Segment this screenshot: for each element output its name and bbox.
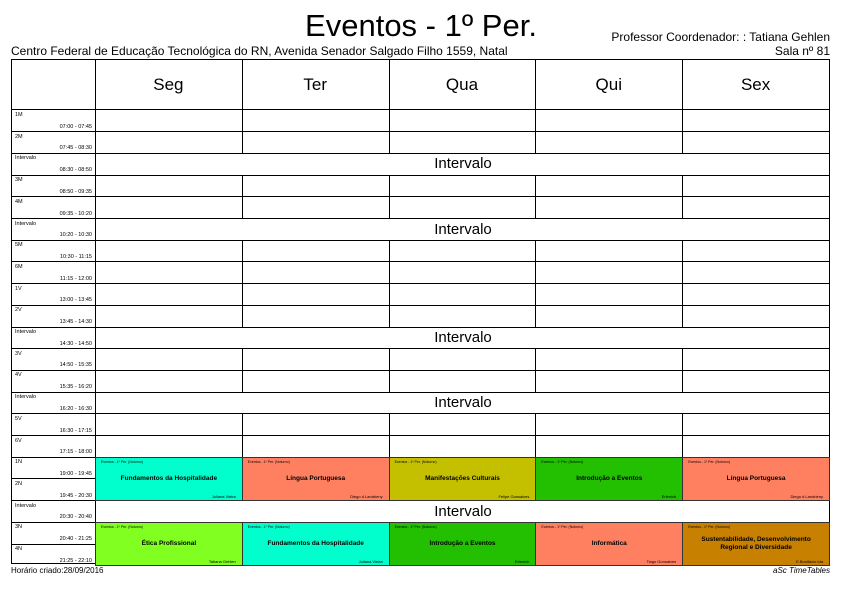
lesson-group: Eventos - 1º Per. (Noturno) [394, 525, 437, 530]
cell-divider [535, 349, 536, 371]
period-label: 3N [15, 524, 23, 531]
period-time: 19:45 - 20:30 [59, 492, 92, 499]
timetable-grid [11, 59, 830, 564]
period-label: 2N [15, 480, 23, 487]
period-label: Intervalo [15, 329, 37, 335]
cell-divider [242, 349, 243, 371]
row-divider [12, 283, 829, 284]
day-header-ter: Ter [303, 74, 327, 94]
period-label: 1M [15, 112, 23, 118]
cell-divider [242, 175, 243, 197]
cell-divider [389, 132, 390, 154]
row-divider [12, 370, 829, 371]
cell-divider [535, 305, 536, 327]
lesson-card[interactable] [535, 457, 683, 500]
lesson-card[interactable] [242, 457, 390, 500]
lesson-teacher: Erlenich [661, 493, 677, 499]
period-time: 13:45 - 14:30 [59, 319, 92, 325]
period-label: Intervalo [15, 394, 37, 401]
cell-divider [535, 240, 536, 262]
lesson-subject: Informática [591, 539, 627, 547]
period-time: 20:40 - 21:25 [59, 536, 92, 542]
lesson-card[interactable] [389, 522, 537, 565]
cell-divider [389, 110, 390, 132]
cell-divider [682, 370, 683, 392]
cell-divider [535, 436, 536, 458]
cell-divider [535, 414, 536, 436]
period-label: 4M [15, 198, 23, 205]
cell-divider [535, 110, 536, 132]
lesson-card[interactable] [95, 457, 243, 500]
period-label: 3V [15, 350, 22, 357]
period-label: 6M [15, 263, 23, 270]
cell-divider [682, 197, 683, 219]
period-time: 07:00 - 07:45 [59, 123, 92, 130]
lesson-subject: Fundamentos da Hospitalidade [267, 539, 364, 547]
lesson-teacher: Tatiana Gehlen [208, 558, 236, 564]
lesson-subject: Introdução a Eventos [429, 539, 496, 547]
row-divider [12, 348, 829, 349]
row-divider [12, 413, 829, 414]
cell-divider [682, 262, 683, 284]
period-time: 15:35 - 16:20 [59, 384, 92, 391]
column-divider [389, 60, 390, 109]
cell-divider [389, 305, 390, 327]
row-divider [12, 131, 829, 132]
period-label: 1V [15, 285, 22, 292]
lesson-group: Eventos - 1º Per. (Noturno) [247, 460, 290, 465]
period-label: 2M [15, 133, 23, 140]
break-label: Intervalo [434, 502, 492, 520]
period-time: 17:15 - 18:00 [59, 449, 92, 456]
cell-divider [682, 284, 683, 306]
cell-divider [242, 370, 243, 392]
header-divider [12, 109, 829, 110]
period-label: Intervalo [15, 502, 37, 509]
break-label: Intervalo [434, 220, 492, 238]
period-time: 13:00 - 13:45 [59, 297, 92, 304]
break-label: Intervalo [434, 155, 492, 173]
lesson-subject: Introdução a Eventos [576, 474, 643, 482]
period-time: 07:45 - 08:30 [59, 145, 92, 152]
period-label: Intervalo [15, 220, 37, 227]
column-divider [535, 60, 536, 109]
cell-divider [389, 197, 390, 219]
cell-divider [535, 175, 536, 197]
period-label: 6V [15, 437, 22, 444]
day-header-seg: Seg [153, 74, 184, 94]
column-divider [242, 60, 243, 109]
period-label: 3M [15, 177, 23, 184]
coordinator-label: Professor Coordenador: : Tatiana Gehlen [611, 30, 830, 44]
lesson-subject: Manifestações Culturais [425, 474, 500, 482]
period-time: 14:50 - 15:35 [59, 362, 92, 369]
cell-divider [682, 349, 683, 371]
cell-divider [242, 110, 243, 132]
period-time: 21:25 - 22:10 [59, 557, 92, 564]
cell-divider [389, 284, 390, 306]
period-time: 09:35 - 10:20 [59, 210, 92, 217]
cell-divider [389, 349, 390, 371]
row-divider [12, 305, 829, 306]
period-time: 11:15 - 12:00 [59, 275, 92, 282]
cell-divider [535, 370, 536, 392]
lesson-group: Eventos - 1º Per. (Noturno) [101, 525, 143, 530]
lesson-teacher: Diego d Landrieny [350, 493, 383, 499]
lesson-subject: Ética Profissional [141, 539, 197, 547]
lesson-teacher: Juliana Vieira [211, 493, 236, 499]
period-time: 16:30 - 17:15 [59, 427, 92, 434]
page-title: Eventos - 1º Per. [305, 8, 537, 43]
lesson-group: Eventos - 1º Per. (Noturno) [101, 460, 143, 465]
lesson-subject: Sustentabilidade, Desenvolvimento Regional e Diversidade [701, 535, 811, 551]
period-time: 16:20 - 16:30 [59, 405, 92, 412]
cell-divider [682, 414, 683, 436]
cell-divider [682, 132, 683, 154]
cell-divider [682, 110, 683, 132]
cell-divider [242, 305, 243, 327]
lesson-group: Eventos - 1º Per. (Noturno) [541, 460, 584, 465]
cell-divider [389, 370, 390, 392]
period-time: 19:00 - 19:45 [59, 470, 92, 477]
lesson-card[interactable] [682, 457, 830, 500]
lesson-group: Eventos - 1º Per. (Noturno) [247, 525, 290, 530]
period-label: 5M [15, 242, 23, 249]
row-divider [12, 240, 829, 241]
period-time: 14:30 - 14:50 [59, 340, 92, 347]
cell-divider [242, 262, 243, 284]
cell-divider [242, 240, 243, 262]
cell-divider [682, 436, 683, 458]
cell-divider [535, 197, 536, 219]
row-divider [12, 175, 829, 176]
lesson-teacher: E.Bonifácio Ida [796, 558, 823, 564]
lesson-card[interactable] [242, 522, 390, 565]
cell-divider [682, 240, 683, 262]
lesson-group: Eventos - 1º Per. (Noturno) [688, 525, 731, 530]
lesson-group: Eventos - 1º Per. (Noturno) [541, 525, 584, 530]
lesson-subject: Língua Portuguesa [286, 474, 346, 482]
period-label: 2V [15, 307, 22, 314]
cell-divider [535, 132, 536, 154]
cell-divider [389, 240, 390, 262]
row-divider [12, 435, 829, 436]
lesson-subject: Fundamentos da Hospitalidade [120, 474, 218, 482]
period-label: 5V [15, 415, 22, 422]
cell-divider [242, 414, 243, 436]
cell-divider [242, 436, 243, 458]
lesson-teacher: Felipe Gonsalves [498, 493, 530, 499]
cell-divider [535, 262, 536, 284]
period-time: 10:20 - 10:30 [59, 232, 92, 239]
cell-divider [389, 436, 390, 458]
break-label: Intervalo [434, 329, 492, 346]
cell-divider [535, 284, 536, 306]
cell-divider [242, 197, 243, 219]
row-divider [12, 261, 829, 262]
day-header-qui: Qui [595, 74, 623, 94]
row-divider [12, 196, 829, 197]
period-label: Intervalo [15, 155, 37, 162]
lesson-card[interactable] [682, 522, 830, 565]
period-label: 4V [15, 372, 22, 379]
lesson-group: Eventos - 1º Per. (Noturno) [688, 460, 731, 465]
period-label: 4N [15, 546, 23, 552]
cell-divider [389, 414, 390, 436]
column-divider [682, 60, 683, 109]
lesson-teacher: Tiago Gonsalves [646, 558, 677, 564]
cell-divider [389, 262, 390, 284]
lesson-card[interactable] [389, 457, 537, 500]
room-label: Sala nº 81 [774, 44, 830, 58]
lesson-teacher: Erlenich [514, 558, 530, 564]
cell-divider [389, 175, 390, 197]
lesson-card[interactable] [95, 522, 243, 565]
school-address: Centro Federal de Educação Tecnológica do RN, Avenida Senador Salgado Filho 1559, Natal [11, 44, 508, 58]
brand-label: aSc TimeTables [773, 566, 830, 575]
day-header-qua: Qua [445, 74, 479, 94]
lesson-teacher: Juliana Vieira [358, 558, 383, 564]
cell-divider [242, 132, 243, 154]
lesson-card[interactable] [535, 522, 683, 565]
break-label: Intervalo [434, 394, 492, 412]
created-date: Horário criado:28/09/2016 [11, 566, 104, 575]
period-time: 10:30 - 11:15 [59, 253, 92, 260]
day-header-sex: Sex [740, 74, 771, 94]
cell-divider [242, 284, 243, 306]
period-label: 1N [15, 459, 23, 466]
lesson-subject: Língua Portuguesa [726, 474, 786, 482]
period-time: 08:50 - 09:35 [59, 188, 92, 195]
cell-divider [682, 175, 683, 197]
lesson-group: Eventos - 1º Per. (Noturno) [394, 460, 437, 465]
lesson-teacher: Diego d Landrieny [790, 493, 823, 499]
cell-divider [682, 305, 683, 327]
period-time: 08:30 - 08:50 [59, 167, 92, 174]
period-time: 20:30 - 20:40 [59, 514, 92, 521]
